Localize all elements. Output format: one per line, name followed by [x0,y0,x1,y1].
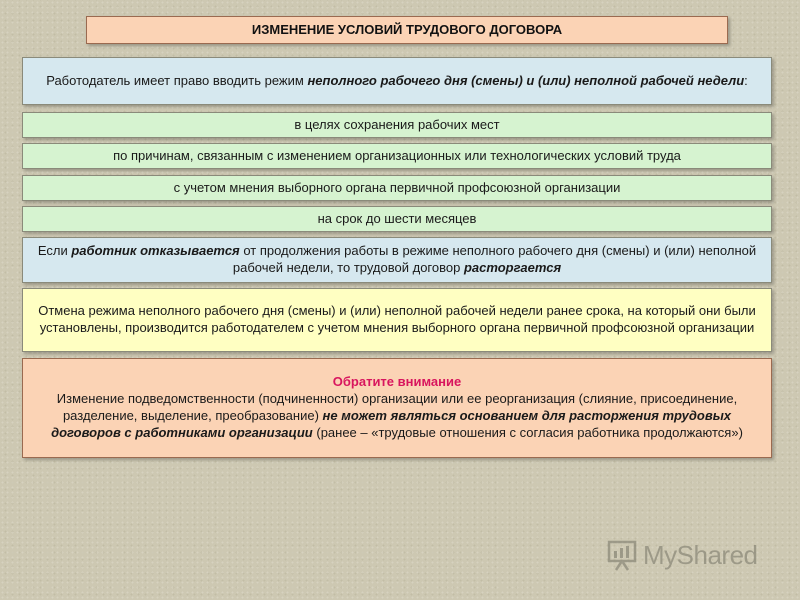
presentation-board-icon [607,539,637,571]
condition-box-union [22,175,772,201]
attention-emphasis: не может являться основанием для расторжения трудовых договоров с работниками организации [51,408,732,440]
employer-right-emphasis: неполного рабочего дня (смены) и (или) неполной рабочей недели [307,72,745,88]
condition-box-jobs [22,112,772,138]
page-title-text: ИЗМЕНЕНИЕ УСЛОВИЙ ТРУДОВОГО ДОГОВОРА [251,21,563,37]
refusal-text [23,243,771,277]
condition-text-union: с учетом мнения выборного органа первичной профсоюзной организации [173,179,621,195]
refusal-part2: от продолжения работы в режиме неполного рабочего дня (смены) и (или) неполной рабочей недели, то трудовой договор [232,243,757,275]
cancellation-box [22,288,772,352]
refusal-box [22,237,772,283]
watermark-logo [607,536,767,574]
watermark-text: MyShared [643,539,758,570]
employer-right-box [22,57,772,105]
employer-right-colon: : [744,72,748,88]
attention-part1: Изменение подведомственности (подчиненности) организации или ее реорганизация (слияние, присоединение, разделение, выделение, преобразование) [56,391,738,423]
condition-box-term [22,206,772,232]
refusal-emphasis1: работник отказывается [71,243,240,259]
employer-right-plain: Работодатель имеет право вводить режим [46,72,308,88]
condition-box-reasons [22,143,772,169]
cancellation-text: Отмена режима неполного рабочего дня (смены) и (или) неполной рабочей недели ранее срока, на который они были установлены, производится работодателем с учетом мнения выборного органа первичной профсоюзной организации [38,303,756,335]
employer-right-text [36,73,758,90]
refusal-emphasis2: расторгается [463,260,562,275]
attention-part2: (ранее – «трудовые отношения с согласия работника продолжаются») [312,424,743,440]
attention-heading: Обратите внимание [332,374,462,390]
refusal-part1: Если [37,243,72,259]
attention-box [22,358,772,458]
condition-text-term: на срок до шести месяцев [317,210,477,226]
attention-text [23,391,771,442]
page-title [86,16,728,44]
condition-text-jobs: в целях сохранения рабочих мест [294,116,500,132]
condition-text-reasons: по причинам, связанным с изменением организационных или технологических условий труда [113,147,681,163]
